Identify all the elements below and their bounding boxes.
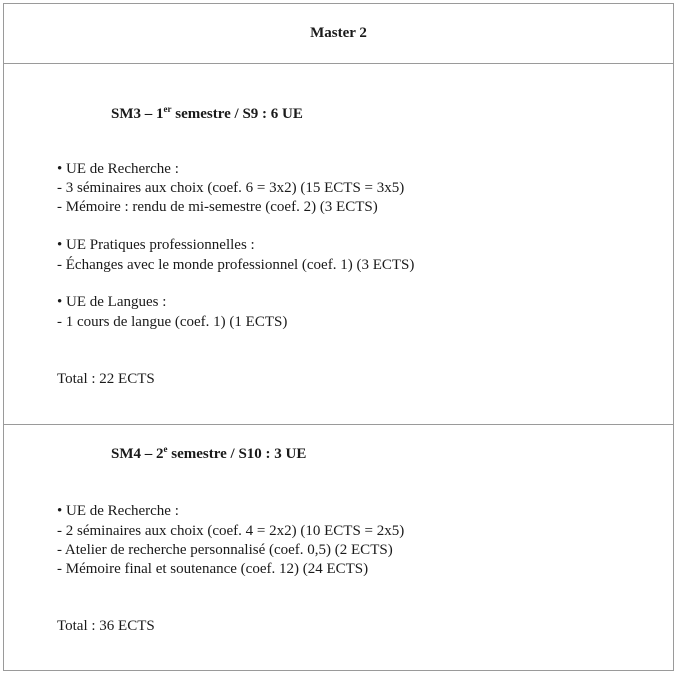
ue-heading-pratiques: • UE Pratiques professionnelles : (57, 237, 255, 253)
ue-heading-langues: • UE de Langues : (57, 294, 167, 310)
semester-s10-title-prefix: SM4 – 2 (111, 446, 164, 462)
semester-s9-section (4, 64, 673, 425)
ue-item: - Mémoire final et soutenance (coef. 12) (24 ECTS) (57, 561, 369, 577)
semester-s10-section (4, 425, 673, 670)
semester-s9-total: Total : 22 ECTS (57, 371, 155, 387)
ue-item: - Atelier de recherche personnalisé (coef. 0,5) (2 ECTS) (57, 542, 393, 558)
semester-s10-title-suffix: semestre / S10 : 3 UE (167, 446, 307, 462)
ue-item: - Échanges avec le monde professionnel (coef. 1) (3 ECTS) (57, 257, 415, 273)
ue-item: - 3 séminaires aux choix (coef. 6 = 3x2) (15 ECTS = 3x5) (57, 180, 405, 196)
semester-s10-total: Total : 36 ECTS (57, 618, 155, 634)
header-row (4, 4, 673, 64)
ue-item: - Mémoire : rendu de mi-semestre (coef. 2) (3 ECTS) (57, 199, 378, 215)
semester-s9-title-suffix: semestre / S9 : 6 UE (171, 106, 303, 122)
ue-heading-recherche: • UE de Recherche : (57, 161, 179, 177)
semester-s9-title-prefix: SM3 – 1 (111, 106, 164, 122)
semester-s9-title (111, 106, 303, 123)
table-title: Master 2 (310, 25, 367, 41)
ue-item: - 1 cours de langue (coef. 1) (1 ECTS) (57, 314, 288, 330)
ue-item: - 2 séminaires aux choix (coef. 4 = 2x2) (10 ECTS = 2x5) (57, 523, 405, 539)
semester-s10-title (111, 446, 306, 463)
semester-s10-title-superscript: e (163, 444, 168, 454)
ue-heading-recherche: • UE de Recherche : (57, 503, 179, 519)
semester-s9-title-superscript: er (163, 104, 172, 114)
curriculum-table (3, 3, 674, 671)
